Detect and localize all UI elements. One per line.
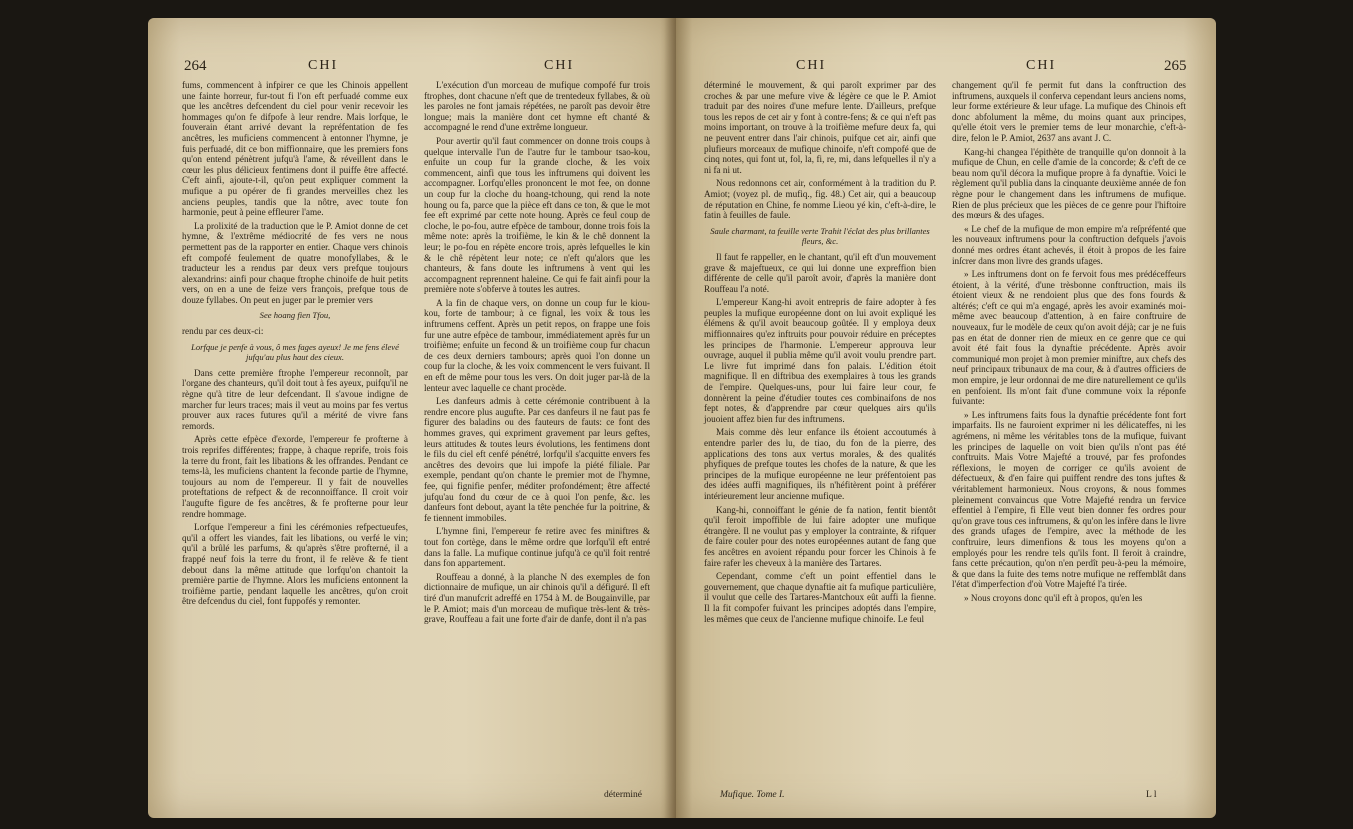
- paragraph: Pour avertir qu'il faut commencer on donne trois coups à quelque intervalle l'un de l'autre fur le tambour tsao-kou, enfuite un coup fur la grande cloche, & les voix commencent, ainfi que tous les inftrumens qui doivent les accompagner. Lorfqu'elles prononcent le mot fee, on donne un coup fur la cloche du hoang-tchoung, qui rend la note houng ou fa, parce que la pièce eft dans ce ton, & que le mot fee eft exprimé par cette note houng. Après ce feul coup de cloche, le po-fou, autre efpèce de tambour, donne trois fois la même note: après la troifième, le kin & le chê donnent la leur; le po-fou en répète encore trois, après lefquelles le kin & le chê répètent leur note; ce n'eft qu'alors que les chanteurs, & fans doute les inftrumens à vent qui les accompagnent reprennent haleine. Ce qui fe fait ainfi pour la première note s'obferve à toutes les autres.: [424, 135, 650, 295]
- paragraph: Kang-hi, connoiffant le génie de fa nation, fentit bientôt qu'il feroit impoffible de lui faire adopter une mufique étrangère. Il ne voulut pas y employer la contrainte, & rifquer de faire couler pour des notes européennes autant de fang que fes ancêtres en avoient répandu pour forcer les Chinois à fe faire rafer les cheveux à la manière des Tartares.: [704, 504, 936, 568]
- paragraph: Les danfeurs admis à cette cérémonie contribuent à la rendre encore plus augufte. Par ces danfeurs il ne faut pas fe figurer des baladins ou des fauteurs de fauts: ce font des hommes graves, qui expriment gravement par leurs geftes, leurs attitudes & toutes leurs évolutions, les fentimens dont le fils du ciel eft cenfé pénétré, lorfqu'il s'acquitte envers fes ancêtres des devoirs que lui impofe la piété filiale. Par exemple, pendant qu'on chante le premier mot de l'hymne, fee, qui fignifie penfer, méditer profondément; être affecté jufqu'au fond du cœur de ce à quoi l'on penfe, &c. les danfeurs font debout, ayant la tête penchée fur la poitrine, & fe tiennent immobiles.: [424, 396, 650, 523]
- paragraph: L'exécution d'un morceau de mufique compofé fur trois ftrophes, dont chacune n'eft que de trentedeux fyllabes, & où les paroles ne font jamais répétées, ne paroît pas devoir être longue; mais la manière dont cet hymne eft chanté & accompagné le rend d'une extrême longueur.: [424, 80, 650, 133]
- paragraph: rendu par ces deux-ci:: [182, 326, 264, 337]
- page-number-left: 264: [184, 58, 207, 74]
- paragraph: changement qu'il fe permit fut dans la conftruction des inftrumens, auxquels il conferva cependant leurs anciens noms, leur forme extérieure & leur ufage. La mufique des Chinois eft donc abfolument la même, du moins quant aux principes, qu'elle étoit vers le premier tems de leur monarchie, c'eft-à-dire, felon le P. Amiot, 2637 ans avant J. C.: [952, 80, 1186, 143]
- right-page: [676, 18, 1216, 818]
- right-page-column-1: [704, 80, 936, 627]
- paragraph: » Les inftrumens faits fous la dynaftie précédente font fort imparfaits. Ils ne fauroient exprimer ni les délicateffes, ni les agrémens, ni même les véritables tons de la mufique, fuivant les principes de laquelle on voit bien qu'ils n'ont pas été conftruits. Mais Votre Majefté a trouvé, par fes profondes réflexions, le moyen de corriger ce qu'ils avoient de défectueux, & d'en faire qui puiffent rendre des tons juftes & véritablement harmonieux. Nous croyons, & nous fommes pleinement convaincus que Votre Majefté rendra un fervice effentiel à l'empire, fi Elle veut bien donner fes ordres pour qu'on grave tous ces inftrumens, & qu'on les infère dans le livre des grands ufages de l'empire, avec la méthode de les conftruire, leurs dimenfions & tous les moyens qu'on a employés pour les rendre tels qu'ils font. Il feroit à craindre, fans cette précaution, qu'on n'en perdît peu-à-peu la mémoire, & que dans la fuite des tems notre mufique ne reffemblât dans l'état d'imperfection d'où Votre Majefté l'a tirée.: [952, 409, 1186, 590]
- verse: Lorfque je penfe à vous, ô mes fages ayeux! Je me fens élevé jufqu'au plus haut des cieux.: [191, 341, 399, 363]
- paragraph: déterminé le mouvement, & qui paroît exprimer par des croches & par une mefure vive & légère ce que le P. Amiot traduit par des noires d'une mefure lente. D'ailleurs, prefque tous les repos de cet air y font à contre-fens; & ce qui n'eft pas moins important, on trouve à la troifième mefure deux fa, qui ne peuvent entrer dans l'air chinois, puifque cet air, ainfi que plufieurs morceaux de mufique chinoife, n'eft compofé que de cinq notes, qui font ut, fol, la, fi, re, mi, dans lefquelles il n'y a ni fa ni ut.: [704, 80, 936, 175]
- catchword: déterminé: [604, 790, 642, 800]
- paragraph: « Le chef de la mufique de mon empire m'a reſpréfenté que les nouveaux inftrumens pour la conftruction defquels j'avois donné mes ordres étant achevés, il étoit à propos de les faire inſcrer dans mon livre des grands ufages.: [952, 223, 1186, 266]
- paragraph: Dans cette première ftrophe l'empereur reconnoît, par l'organe des chanteurs, qu'il doit tout à fes ayeux, puifqu'il ne règne qu'à titre de leur defcendant. Il s'avoue indigne de marcher fur leurs traces; mais il veut au moins par fes vertus prouver aux races futures qu'il a mérité de vivre fans remords.: [182, 367, 408, 431]
- running-head-right-a: CHI: [796, 58, 827, 73]
- left-page-column-2: [424, 80, 650, 628]
- verse: Saule charmant, ta feuille verte Trahit l'éclat des plus brillantes fleurs, &c.: [710, 225, 930, 247]
- paragraph: Kang-hi changea l'épithète de tranquille qu'on donnoit à la mufique de Chun, en celle d'amie de la concorde; & c'eft de ce beau nom qu'il décora la mufique propre à fa dynaftie. Voici le règlement qu'il publia dans la cinquante deuxième année de fon règne pour le changement dans les inftrumens de mufique. Rien de plus précieux que les pièces de ce genre pour l'hiftoire des mœurs & des ufages.: [952, 146, 1186, 221]
- running-head-right-b: CHI: [1026, 58, 1057, 73]
- gathering-signature: L l: [1146, 790, 1157, 800]
- paragraph: Mais comme dès leur enfance ils étoient accoutumés à entendre parler des lu, de tiao, du fon de la pierre, des applications des tons aux vertus morales, & des qualités phyfiques de prefque toutes les chofes de la nature, & que les principes de la mufique européenne ne leur préfentoient pas des idées auffi magnifiques, ils n'héfitèrent point à préférer intérieurement leur ancienne mufique.: [704, 427, 936, 501]
- paragraph: Il faut fe rappeller, en le chantant, qu'il eft d'un mouvement grave & majeftueux, ce qui lui donne une expreffion bien différente de celle qu'il paroît avoir, d'après la manière dont Rouffeau l'a noté.: [704, 251, 936, 294]
- left-page: [148, 18, 676, 818]
- left-page-column-1: [182, 80, 408, 610]
- page-number-right: 265: [1164, 58, 1187, 74]
- paragraph: Lorfque l'empereur a fini les cérémonies refpectueufes, qu'il a offert les viandes, fait les libations, ou verfé le vin; qu'il a brûlé les parfums, & qu'après s'être profterné, il a frappé neuf fois la terre du front, il fe relève & fe tient debout dans la même attitude que lorfqu'on chantoit la première partie de l'hymne. Alors les muficiens entonnent la troifième partie, pendant laquelle les ancêtres, qu'on croit être defcendus du ciel, font fuppofés y remonter.: [182, 522, 408, 607]
- paragraph: fums, commencent à infpirer ce que les Chinois appellent une fainte horreur, fur-tout fi l'on eft perfuadé comme eux que les ancêtres defcendent du ciel pour venir recevoir les hommages qu'on fe difpofe à leur rendre. Mais lorfque, le fouverain étant arrivé devant la repréfentation de fes ancêtres, les muficiens commencent à entonner l'hymne, je fuis perfuadé, dit ce bon miffionnaire, que les premiers fons qu'on entend pénètrent jufqu'à l'ame, & réveillent dans le cœur les plus délicieux fentimens dont il puiffe être affecté. C'eft ainfi, ajoute-t-il, qu'on peut expliquer comment la mufique a pu opérer de fi grandes merveilles chez les anciens peuples, tandis que la nôtre, avec toute fon harmonie, peut à peine effleurer l'ame.: [182, 80, 408, 218]
- paragraph: Rouffeau a donné, à la planche N des exemples de fon dictionnaire de mufique, un air chinois qu'il a défiguré. Il eft tiré d'un manufcrit adreffé en 1754 à M. de Bougainville, par le P. Amiot; mais d'un morceau de mufique très-lent & très-grave, Rouffeau a fait une forte d'air de danfe, dont il n'a pas: [424, 571, 650, 625]
- paragraph: L'hymne fini, l'empereur fe retire avec fes miniftres & tout fon cortège, dans le même ordre que lorfqu'il eft entré dans la falle. La mufique continue jufqu'à ce qu'il foit rentré dans fon appartement.: [424, 526, 650, 569]
- paragraph: » Nous croyons donc qu'il eft à propos, qu'en les: [964, 592, 1143, 603]
- paragraph: La prolixité de la traduction que le P. Amiot donne de cet hymne, & l'extrême médiocrité de fes vers ne nous permettent pas de la rapporter en entier. Chaque vers chinois eft compofé feulement de quatre monofyllabes, & le traducteur les a rendus par deux vers prefque toujours alexandrins: ainfi pour chaque ftrophe chinoife de huit petits vers, on en a une de feize vers françois, prefque tous de douze fyllabes. On peut en juger par le premier vers: [182, 220, 408, 305]
- paragraph: » Les inftrumens dont on fe fervoit fous mes prédéceffeurs étoient, à la vérité, d'une trèsbonne conftruction, mais ils étoient vieux & ne rendoient plus que des fons fourds & altérés; c'eft ce qui m'a engagé, après les avoir examinés moi-même avec beaucoup d'attention, à en faire conftruire de nouveaux, fur le modèle de ceux qu'on avoit déjà; car je ne fuis pas en état de donner rien de mieux en ce genre que ce qui avoit été fait fous la dynaftie précédente. Après avoir communiqué mon projet à mon premier miniftre, aux chefs des neuf principaux tribunaux de ma cour, & à d'autres officiers de mon empire, je leur ordonnai de me dire naturellement ce qu'ils en penfoient. Ils m'ont fait d'une commune voix la réponfe fuivante:: [952, 269, 1186, 407]
- verse: See hoang fien Tfou,: [259, 310, 331, 321]
- running-head-left-b: CHI: [544, 58, 575, 73]
- signature-mark: Mufique. Tome I.: [720, 790, 785, 800]
- paragraph: Cependant, comme c'eft un point effentiel dans le gouvernement, que chaque dynaftie ait fa mufique particulière, il voulut que celle des Tartares-Mantchoux eût auffi la fienne. Il la fit compofer fuivant les principes adoptés dans l'empire, les mêmes que ceux de l'ancienne mufique chinoife. Le feul: [704, 571, 936, 624]
- paragraph: Après cette efpèce d'exorde, l'empereur fe profterne à trois reprifes différentes; frappe, à chaque reprife, trois fois la terre du front, fait les libations & les offrandes. Pendant ce tems-là, les muficiens chantent la feconde partie de l'hymne, toujours au nom de l'empereur. Il y fait de nouvelles proteftations de refpect & de reconnoiffance. Il croit voir l'augufte figure de fes ancêtres, & fe profterne pour leur rendre hommage.: [182, 434, 408, 519]
- paragraph: L'empereur Kang-hi avoit entrepris de faire adopter à fes peuples la mufique européenne dont on lui avoit expliqué les élémens & qu'il avoit beaucoup goûtée. Il y employa deux miffionnaires qu'ez inftruits pour pouvoir réduire en préceptes les principes de l'harmonie. L'empereur approuva leur ouvrage, auquel il publia même qu'il avoit voulu prendre part. Le livre fut imprimé dans fon palais. L'édition étoit magnifique. Il en diftribua des exemplaires à tous les grands de l'empire. Quelques-uns, pour lui faire leur cour, fe donnèrent la peine d'étudier toutes ces combinaifons de nos fept notes, & d'apprendre par cœur quelques airs qu'ils jouoient affez bien fur des inftrumens.: [704, 297, 936, 424]
- paragraph: Nous redonnons cet air, conformément à la tradition du P. Amiot; (voyez pl. de mufiq., fig. 48.) Cet air, qui a beaucoup de réputation en Chine, fe nomme Lieou yé kin, c'eft-à-dire, le fatin à feuilles de faule.: [704, 178, 936, 221]
- paragraph: A la fin de chaque vers, on donne un coup fur le kiou-kou, forte de tambour; à ce fignal, les voix & tous les inftrumens ceffent. Après un petit repos, on frappe une fois fur une autre efpèce de tambour, immédiatement après fur un troifième; enfuite un fecond & un troifième coup fur chacun de ces deux derniers tambours; après quoi l'on donne un coup fur la cloche, & les voix commencent le vers fuivant. Il en eft de même pour tous les vers. On doit juger par-là de la lenteur avec laquelle ce chant procède.: [424, 297, 650, 393]
- running-head-left-a: CHI: [308, 58, 339, 73]
- right-page-column-2: [952, 80, 1186, 607]
